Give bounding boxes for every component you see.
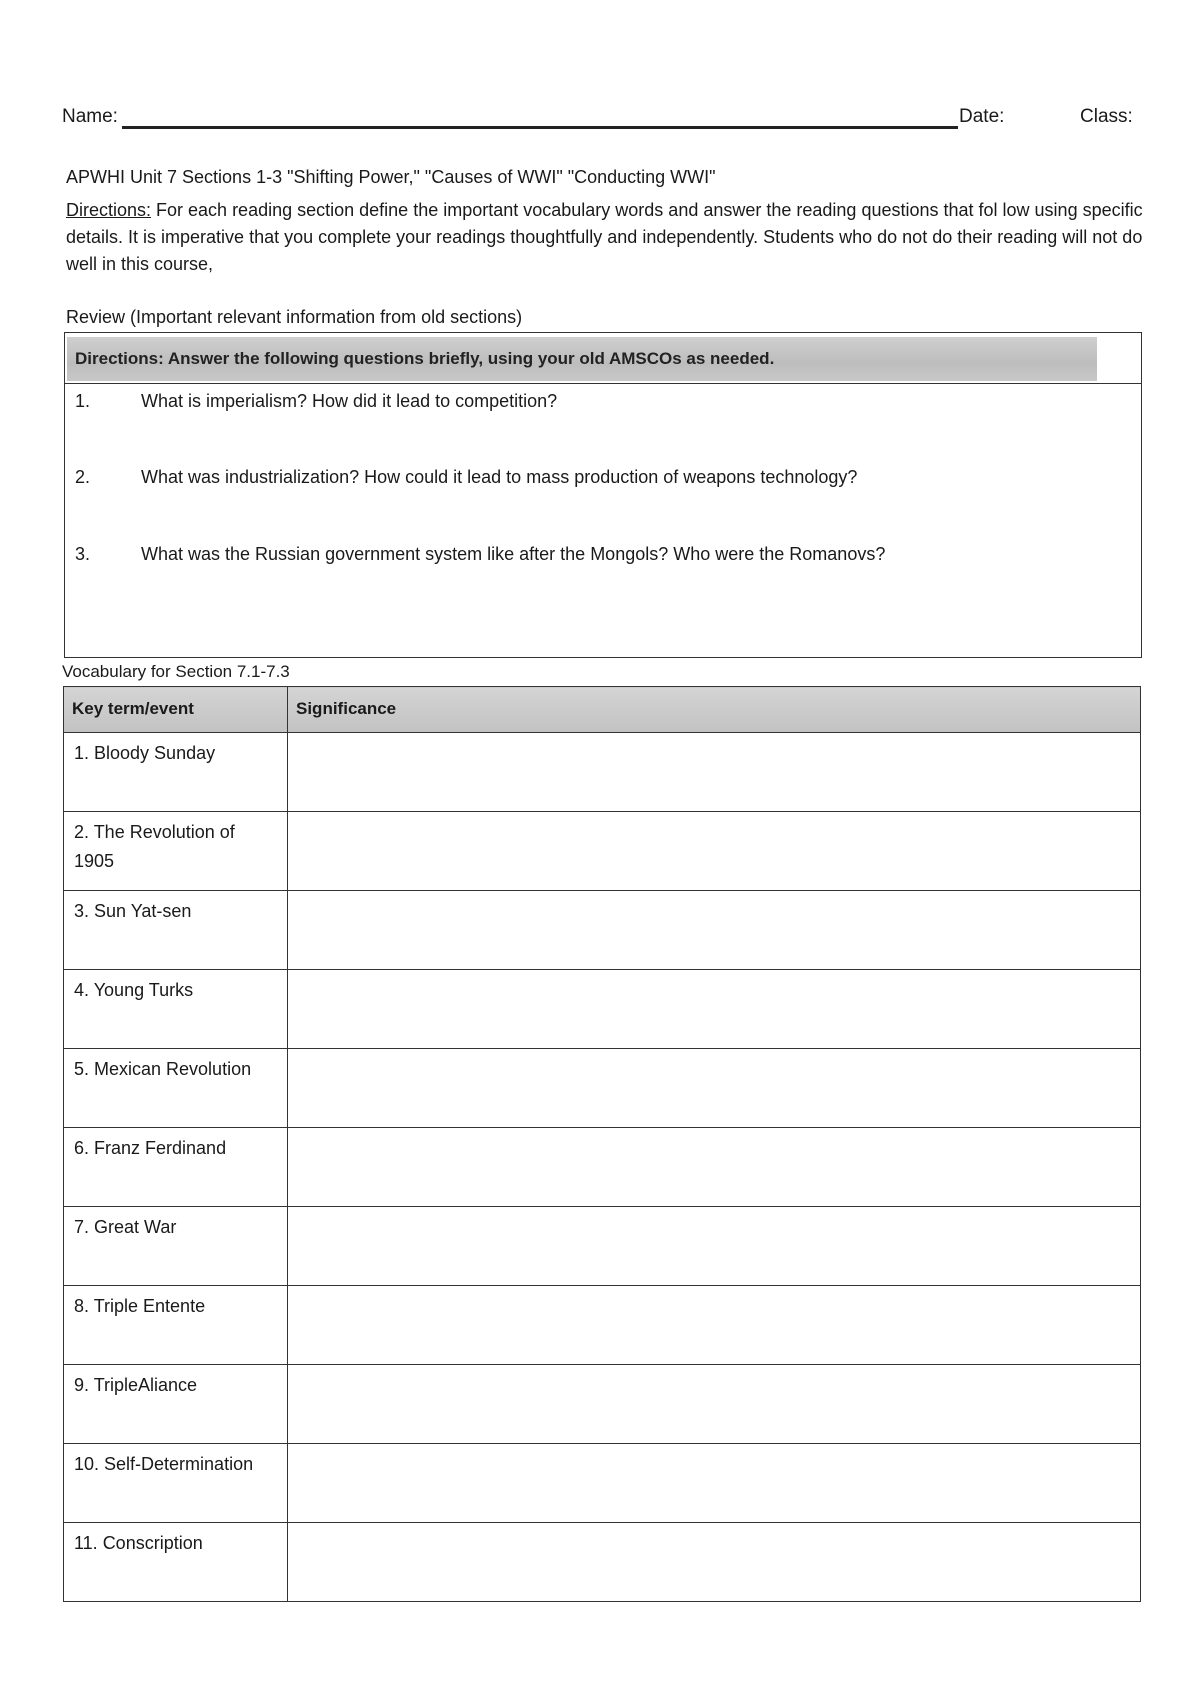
term-cell: 2. The Revolution of 1905 (64, 812, 288, 891)
date-label: Date: (959, 106, 1005, 127)
question-text: What was industrialization? How could it lead to mass production of weapons technology? (141, 467, 858, 487)
table-row (64, 1207, 1141, 1286)
significance-cell[interactable] (288, 1128, 1141, 1207)
term-cell: 7. Great War (64, 1207, 288, 1286)
term-cell: 10. Self-Determination (64, 1444, 288, 1523)
term-cell: 1. Bloody Sunday (64, 733, 288, 812)
significance-cell[interactable] (288, 812, 1141, 891)
header-row (62, 106, 1142, 136)
significance-cell[interactable] (288, 970, 1141, 1049)
review-box (64, 332, 1142, 658)
directions-label: Directions: (66, 200, 152, 220)
question-number: 2. (75, 467, 91, 487)
review-header-text: Directions: Answer the following questions briefly, using your old AMSCOs as needed. (75, 349, 775, 368)
table-row (64, 1523, 1141, 1602)
table-row (64, 891, 1141, 970)
question-number: 1. (75, 391, 91, 411)
review-divider (65, 383, 1141, 384)
term-cell: 6. Franz Ferdinand (64, 1128, 288, 1207)
vocab-table (63, 686, 1141, 1602)
table-row (64, 1049, 1141, 1128)
significance-cell[interactable] (288, 1286, 1141, 1365)
significance-cell[interactable] (288, 1049, 1141, 1128)
term-cell: 8. Triple Entente (64, 1286, 288, 1365)
name-blank-line (122, 126, 958, 129)
table-row (64, 1128, 1141, 1207)
column-header-significance: Significance (288, 687, 1141, 733)
column-header-key-term: Key term/event (64, 687, 288, 733)
question-text: What is imperialism? How did it lead to competition? (141, 391, 558, 411)
term-cell: 11. Conscription (64, 1523, 288, 1602)
vocab-header-row (64, 687, 1141, 733)
significance-cell[interactable] (288, 1523, 1141, 1602)
term-cell: 5. Mexican Revolution (64, 1049, 288, 1128)
vocab-label: Vocabulary for Section 7.1-7.3 (62, 662, 290, 681)
significance-cell[interactable] (288, 1207, 1141, 1286)
term-cell: 9. TripleAliance (64, 1365, 288, 1444)
significance-cell[interactable] (288, 891, 1141, 970)
significance-cell[interactable] (288, 733, 1141, 812)
question-text: What was the Russian government system like after the Mongols? Who were the Romanovs? (141, 544, 886, 564)
review-label: Review (Important relevant information from old sections) (66, 307, 523, 327)
table-row (64, 970, 1141, 1049)
table-row (64, 1286, 1141, 1365)
worksheet-title: APWHI Unit 7 Sections 1-3 "Shifting Power," "Causes of WWI" "Conducting WWI" (66, 167, 716, 187)
directions-text: For each reading section define the important vocabulary words and answer the reading questions that fol low using specific details. It is imperative that you complete your readings thoughtfully and independently. Students who do not do their reading will not do well in this course, (66, 200, 1143, 274)
table-row (64, 1444, 1141, 1523)
question-number: 3. (75, 544, 91, 564)
name-label: Name: (62, 106, 118, 127)
table-row (64, 1365, 1141, 1444)
significance-cell[interactable] (288, 1444, 1141, 1523)
directions-paragraph (66, 197, 1146, 278)
table-row (64, 812, 1141, 891)
class-label: Class: (1080, 106, 1133, 127)
table-row (64, 733, 1141, 812)
significance-cell[interactable] (288, 1365, 1141, 1444)
term-cell: 3. Sun Yat-sen (64, 891, 288, 970)
review-header (67, 337, 1097, 381)
term-cell: 4. Young Turks (64, 970, 288, 1049)
